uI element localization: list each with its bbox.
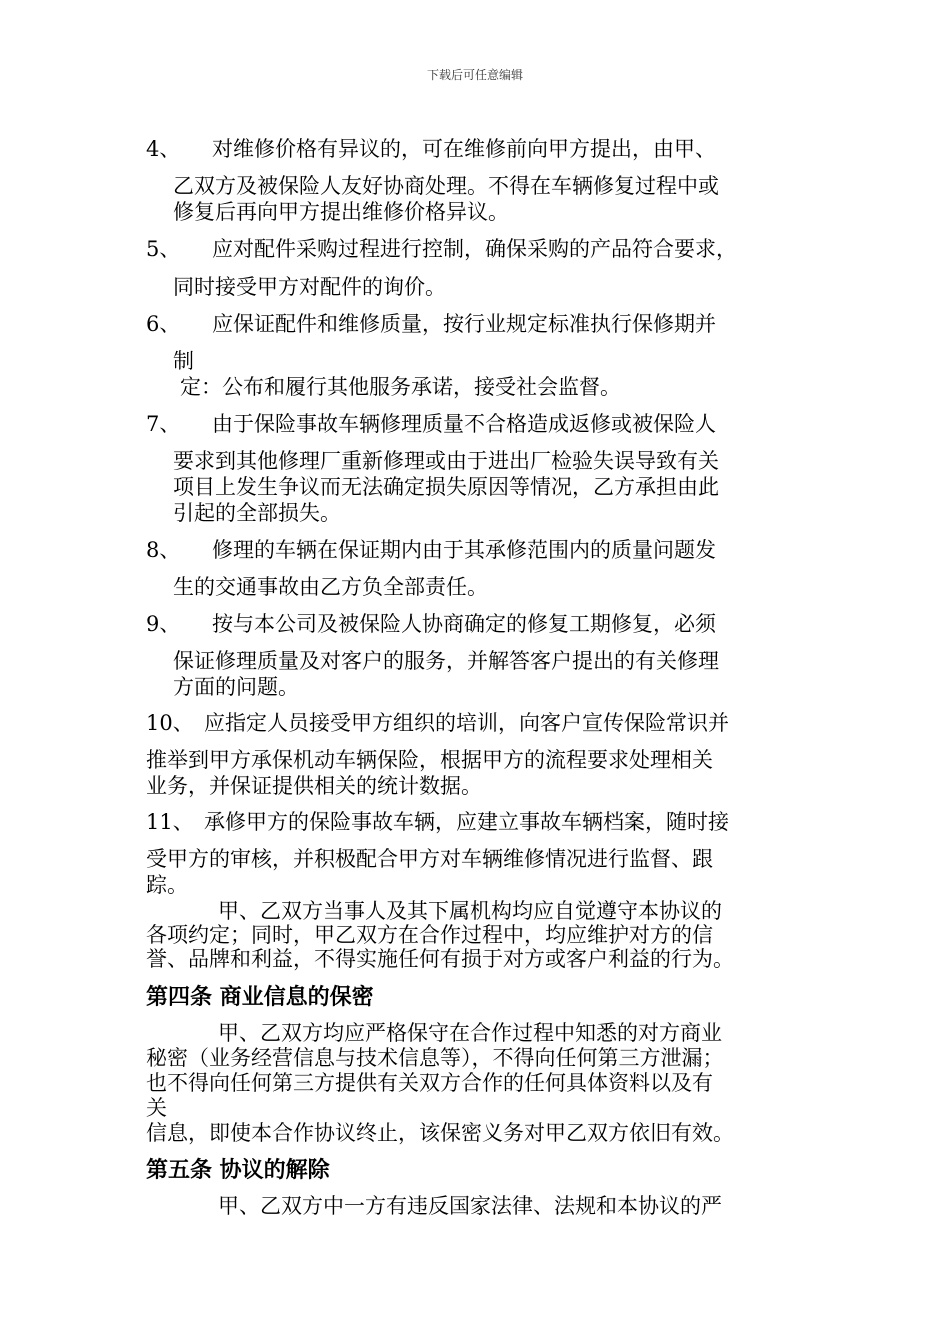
page-header: 下载后可任意编辑 — [426, 68, 523, 82]
item-line: 乙双方及被保险人友好协商处理。不得在车辆修复过程中或 — [173, 174, 719, 198]
item-number: 11、 — [146, 810, 194, 834]
item-line: 同时接受甲方对配件的询价。 — [173, 275, 446, 299]
item-number: 10、 — [146, 711, 194, 735]
paragraph-line: 秘密（业务经营信息与技术信息等），不得向任何第三方泄漏； — [146, 1046, 724, 1070]
item-line: 修复后再向甲方提出维修价格异议。 — [173, 200, 509, 224]
item-number: 8、 — [146, 538, 181, 562]
item-number: 5、 — [146, 237, 181, 261]
paragraph-line: 甲、乙双方均应严格保守在合作过程中知悉的对方商业 — [218, 1021, 722, 1045]
section-heading: 第四条 商业信息的保密 — [146, 984, 374, 1010]
item-line: 业务，并保证提供相关的统计数据。 — [146, 774, 482, 798]
paragraph-line: 也不得向任何第三方提供有关双方合作的任何具体资料以及有 — [146, 1071, 713, 1095]
item-line: 应对配件采购过程进行控制，确保采购的产品符合要求， — [212, 237, 737, 261]
item-number: 7、 — [146, 412, 181, 436]
item-line: 承修甲方的保险事故车辆，应建立事故车辆档案，随时接 — [204, 810, 729, 834]
item-line: 要求到其他修理厂重新修理或由于进出厂检验失误导致有关 — [173, 449, 719, 473]
item-line: 保证修理质量及对客户的服务，并解答客户提出的有关修理 — [173, 649, 719, 673]
item-line: 对维修价格有异议的，可在维修前向甲方提出，由甲、 — [212, 137, 716, 161]
item-line: 制 — [173, 349, 194, 373]
item-line: 引起的全部损失。 — [173, 501, 341, 525]
item-line: 修理的车辆在保证期内由于其承修范围内的质量问题发 — [212, 538, 716, 562]
paragraph-line: 各项约定；同时，甲乙双方在合作过程中，均应维护对方的信 — [146, 923, 713, 947]
paragraph-line: 甲、乙双方中一方有违反国家法律、法规和本协议的严 — [218, 1194, 722, 1218]
item-line: 由于保险事故车辆修理质量不合格造成返修或被保险人 — [212, 412, 716, 436]
item-line: 应指定人员接受甲方组织的培训，向客户宣传保险常识并 — [204, 711, 729, 735]
item-number: 4、 — [146, 137, 181, 161]
item-line: 定：公布和履行其他服务承诺，接受社会监督。 — [180, 375, 621, 399]
item-line: 应保证配件和维修质量，按行业规定标准执行保修期并 — [212, 312, 716, 336]
paragraph-line: 甲、乙双方当事人及其下属机构均应自觉遵守本协议的 — [218, 899, 722, 923]
paragraph-line: 誉、品牌和利益，不得实施任何有损于对方或客户利益的行为。 — [146, 947, 734, 971]
item-number: 9、 — [146, 612, 181, 636]
item-line: 按与本公司及被保险人协商确定的修复工期修复，必须 — [212, 612, 716, 636]
section-heading: 第五条 协议的解除 — [146, 1157, 330, 1183]
item-line: 项目上发生争议而无法确定损失原因等情况，乙方承担由此 — [173, 475, 719, 499]
item-line: 生的交通事故由乙方负全部责任。 — [173, 575, 488, 599]
paragraph-line: 关 — [146, 1096, 167, 1120]
item-line: 方面的问题。 — [173, 675, 299, 699]
item-line: 踪。 — [146, 873, 188, 897]
item-line: 受甲方的审核，并积极配合甲方对车辆维修情况进行监督、跟 — [146, 847, 713, 871]
item-line: 推举到甲方承保机动车辆保险，根据甲方的流程要求处理相关 — [146, 748, 713, 772]
paragraph-line: 信息，即使本合作协议终止，该保密义务对甲乙双方依旧有效。 — [146, 1121, 734, 1145]
item-number: 6、 — [146, 312, 181, 336]
